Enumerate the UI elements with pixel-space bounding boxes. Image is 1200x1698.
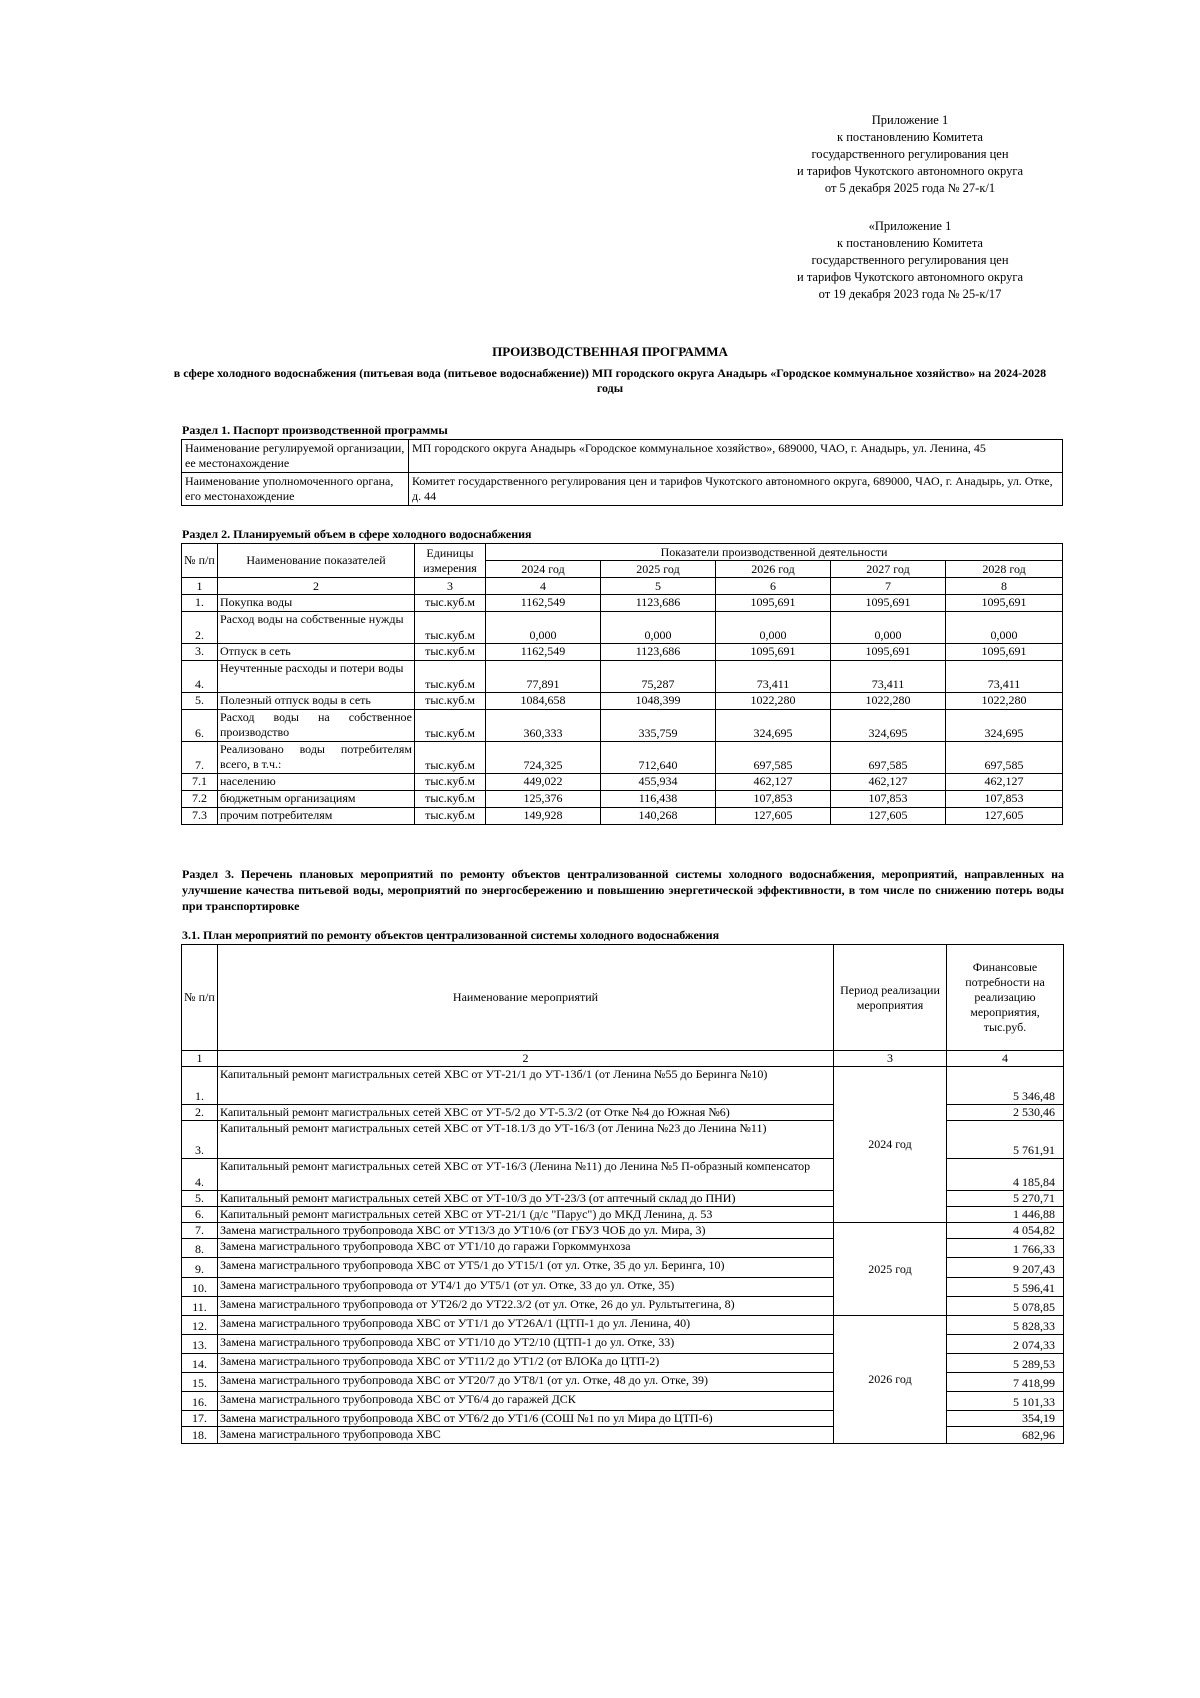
section3-heading: Раздел 3. Перечень плановых мероприятий по ремонту объектов централизованной системы холодного водоснабжения, мероприятий, направленных на улучшение качества питьевой воды, мероприятий по энергосбережению и повышению энергетической эффективности, в том числе по снижению потерь воды при транспортировке	[182, 867, 1064, 913]
row-cost: 354,19	[947, 1411, 1064, 1427]
table-row	[182, 1316, 1064, 1335]
column-number: 3	[834, 1051, 947, 1067]
row-value: 0,000	[601, 612, 716, 644]
table-row	[182, 440, 1063, 473]
row-value: 1048,399	[601, 693, 716, 710]
col-header-period: Период реализации мероприятия	[834, 945, 947, 1051]
col-header-finance: Финансовые потребности на реализацию мероприятия, тыс.руб.	[947, 945, 1064, 1051]
row-name: Замена магистрального трубопровода от УТ26/2 до УТ22.3/2 (от ул. Отке, 26 до ул. Рультытегина, 8)	[218, 1297, 834, 1316]
row-cost: 5 078,85	[947, 1297, 1064, 1316]
section2-heading: Раздел 2. Планируемый объем в сфере холодного водоснабжения	[182, 527, 532, 541]
row-value: 127,605	[716, 808, 831, 825]
row-value: 75,287	[601, 661, 716, 693]
row-cost: 7 418,99	[947, 1373, 1064, 1392]
row-value: 462,127	[716, 774, 831, 791]
row-value: 1095,691	[716, 595, 831, 612]
row-name: Капитальный ремонт магистральных сетей ХВС от УТ-10/3 до УТ-23/3 (от аптечный склад до ПНИ)	[218, 1191, 834, 1207]
row-name: Замена магистрального трубопровода ХВС от УТ11/2 до УТ1/2 (от ВЛОКа до ЦТП-2)	[218, 1354, 834, 1373]
row-number: 7.2	[182, 791, 218, 808]
col-header-year: 2026 год	[716, 561, 831, 578]
row-cost: 5 289,53	[947, 1354, 1064, 1373]
appendix-header-old	[740, 218, 1080, 303]
document-title: ПРОИЗВОДСТВЕННАЯ ПРОГРАММА	[492, 344, 728, 359]
row-cost: 5 761,91	[947, 1121, 1064, 1159]
row-number: 17.	[182, 1411, 218, 1427]
row-period: 2025 год	[834, 1223, 947, 1316]
row-number: 7.	[182, 742, 218, 774]
row-value: 335,759	[601, 710, 716, 742]
row-value: 324,695	[716, 710, 831, 742]
passport-label: Наименование регулируемой организации, ее местонахождение	[182, 440, 409, 473]
row-name: Капитальный ремонт магистральных сетей ХВС от УТ-5/2 до УТ-5.3/2 (от Отке №4 до Южная №6)	[218, 1105, 834, 1121]
column-number: 1	[182, 578, 218, 595]
row-cost: 682,96	[947, 1427, 1064, 1444]
document-subtitle: в сфере холодного водоснабжения (питьевая вода (питьевое водоснабжение)) МП городского округа Анадырь «Городское коммунальное хозяйство» на 2024-2028 годы	[173, 366, 1047, 395]
row-value: 455,934	[601, 774, 716, 791]
row-value: 73,411	[946, 661, 1063, 693]
appendix-line: и тарифов Чукотского автономного округа	[797, 270, 1023, 284]
table-row	[182, 473, 1063, 506]
row-value: 462,127	[831, 774, 946, 791]
row-name: Замена магистрального трубопровода ХВС от УТ1/1 до УТ26А/1 (ЦТП-1 до ул. Ленина, 40)	[218, 1316, 834, 1335]
passport-value: МП городского округа Анадырь «Городское коммунальное хозяйство», 689000, ЧАО, г. Анадырь, ул. Ленина, 45	[409, 440, 1063, 473]
row-name: Замена магистрального трубопровода ХВС от УТ5/1 до УТ15/1 (от ул. Отке, 35 до ул. Беринга, 10)	[218, 1258, 834, 1278]
row-value: 1123,686	[601, 644, 716, 661]
row-cost: 5 270,71	[947, 1191, 1064, 1207]
col-header-year: 2028 год	[946, 561, 1063, 578]
row-name: Отпуск в сеть	[218, 644, 415, 661]
row-number: 1.	[182, 595, 218, 612]
row-number: 10.	[182, 1278, 218, 1297]
col-header-unit: Единицы измерения	[415, 544, 486, 578]
column-number: 7	[831, 578, 946, 595]
row-number: 16.	[182, 1392, 218, 1411]
row-number: 3.	[182, 1121, 218, 1159]
row-unit: тыс.куб.м	[415, 742, 486, 774]
row-period: 2026 год	[834, 1316, 947, 1444]
column-number: 6	[716, 578, 831, 595]
row-value: 697,585	[831, 742, 946, 774]
row-name: Расход воды на собственное производство	[218, 710, 415, 742]
row-name: Капитальный ремонт магистральных сетей ХВС от УТ-21/1 до УТ-13б/1 (от Ленина №55 до Беринга №10)	[218, 1067, 834, 1105]
table-row	[182, 1067, 1064, 1105]
row-number: 1.	[182, 1067, 218, 1105]
row-unit: тыс.куб.м	[415, 661, 486, 693]
row-cost: 1 766,33	[947, 1239, 1064, 1258]
row-value: 324,695	[831, 710, 946, 742]
column-number: 4	[947, 1051, 1064, 1067]
row-number: 14.	[182, 1354, 218, 1373]
row-value: 116,438	[601, 791, 716, 808]
document-title-block	[170, 344, 1050, 396]
row-value: 0,000	[486, 612, 601, 644]
row-number: 2.	[182, 612, 218, 644]
row-value: 1022,280	[946, 693, 1063, 710]
row-name: Замена магистрального трубопровода ХВС от УТ1/10 до УТ2/10 (ЦТП-1 до ул. Отке, 33)	[218, 1335, 834, 1354]
row-name: Замена магистрального трубопровода ХВС от УТ20/7 до УТ8/1 (от ул. Отке, 48 до ул. Отке, 39)	[218, 1373, 834, 1392]
table-row	[182, 644, 1063, 661]
row-number: 13.	[182, 1335, 218, 1354]
section1-heading: Раздел 1. Паспорт производственной программы	[182, 423, 448, 437]
row-value: 73,411	[831, 661, 946, 693]
col-header-year: 2027 год	[831, 561, 946, 578]
row-unit: тыс.куб.м	[415, 693, 486, 710]
row-number: 4.	[182, 661, 218, 693]
row-cost: 2 074,33	[947, 1335, 1064, 1354]
appendix-line: государственного регулирования цен	[811, 147, 1009, 161]
row-name: Замена магистрального трубопровода ХВС	[218, 1427, 834, 1444]
row-name: Замена магистрального трубопровода ХВС от УТ13/3 до УТ10/6 (от ГБУЗ ЧОБ до ул. Мира, 3)	[218, 1223, 834, 1239]
row-number: 8.	[182, 1239, 218, 1258]
row-value: 0,000	[716, 612, 831, 644]
row-cost: 1 446,88	[947, 1207, 1064, 1223]
section3-1-heading: 3.1. План мероприятий по ремонту объектов централизованной системы холодного водоснабжения	[182, 928, 720, 942]
row-number: 11.	[182, 1297, 218, 1316]
column-number-row	[182, 1051, 1064, 1067]
row-period: 2024 год	[834, 1067, 947, 1223]
row-cost: 5 828,33	[947, 1316, 1064, 1335]
col-header-name: Наименование мероприятий	[218, 945, 834, 1051]
row-value: 1084,658	[486, 693, 601, 710]
row-name: прочим потребителям	[218, 808, 415, 825]
column-number: 1	[182, 1051, 218, 1067]
column-number-row	[182, 578, 1063, 595]
row-unit: тыс.куб.м	[415, 774, 486, 791]
appendix-line: к постановлению Комитета	[837, 236, 983, 250]
passport-table	[181, 439, 1063, 506]
row-name: Неучтенные расходы и потери воды	[218, 661, 415, 693]
column-number: 2	[218, 578, 415, 595]
table-row	[182, 595, 1063, 612]
volume-table	[181, 543, 1063, 825]
row-name: Замена магистрального трубопровода ХВС от УТ6/4 до гаражей ДСК	[218, 1392, 834, 1411]
row-value: 0,000	[946, 612, 1063, 644]
row-value: 1095,691	[831, 595, 946, 612]
col-header-name: Наименование показателей	[218, 544, 415, 578]
activities-table	[181, 944, 1064, 1444]
col-header-year: 2024 год	[486, 561, 601, 578]
appendix-line: от 19 декабря 2023 года № 25-к/17	[818, 287, 1002, 301]
appendix-line: «Приложение 1	[868, 219, 952, 233]
table-header-row	[182, 544, 1063, 561]
row-name: Полезный отпуск воды в сеть	[218, 693, 415, 710]
row-value: 73,411	[716, 661, 831, 693]
row-name: Замена магистрального трубопровода ХВС от УТ6/2 до УТ1/6 (СОШ №1 по ул Мира до ЦТП-6)	[218, 1411, 834, 1427]
row-number: 5.	[182, 1191, 218, 1207]
row-value: 107,853	[831, 791, 946, 808]
row-value: 712,640	[601, 742, 716, 774]
row-value: 127,605	[946, 808, 1063, 825]
row-value: 107,853	[716, 791, 831, 808]
column-number: 5	[601, 578, 716, 595]
row-number: 4.	[182, 1159, 218, 1191]
appendix-line: и тарифов Чукотского автономного округа	[797, 164, 1023, 178]
row-value: 360,333	[486, 710, 601, 742]
table-row	[182, 710, 1063, 742]
row-value: 125,376	[486, 791, 601, 808]
row-name: Реализовано воды потребителям всего, в т.ч.:	[218, 742, 415, 774]
table-row	[182, 808, 1063, 825]
row-cost: 9 207,43	[947, 1258, 1064, 1278]
row-value: 1022,280	[716, 693, 831, 710]
row-cost: 2 530,46	[947, 1105, 1064, 1121]
row-value: 1162,549	[486, 595, 601, 612]
row-value: 1162,549	[486, 644, 601, 661]
row-unit: тыс.куб.м	[415, 791, 486, 808]
table-row	[182, 612, 1063, 644]
row-value: 107,853	[946, 791, 1063, 808]
row-value: 0,000	[831, 612, 946, 644]
row-number: 9.	[182, 1258, 218, 1278]
table-row	[182, 774, 1063, 791]
column-number: 8	[946, 578, 1063, 595]
passport-label: Наименование уполномоченного органа, его местонахождение	[182, 473, 409, 506]
row-value: 697,585	[716, 742, 831, 774]
row-name: Расход воды на собственные нужды	[218, 612, 415, 644]
row-number: 15.	[182, 1373, 218, 1392]
column-number: 4	[486, 578, 601, 595]
row-number: 2.	[182, 1105, 218, 1121]
row-value: 462,127	[946, 774, 1063, 791]
row-value: 127,605	[831, 808, 946, 825]
volume-table-body	[182, 595, 1063, 825]
row-cost: 5 596,41	[947, 1278, 1064, 1297]
row-value: 724,325	[486, 742, 601, 774]
appendix-line: Приложение 1	[871, 113, 949, 127]
row-unit: тыс.куб.м	[415, 612, 486, 644]
row-cost: 5 101,33	[947, 1392, 1064, 1411]
row-number: 7.1	[182, 774, 218, 791]
row-value: 1095,691	[946, 644, 1063, 661]
row-name: бюджетным организациям	[218, 791, 415, 808]
row-unit: тыс.куб.м	[415, 644, 486, 661]
row-number: 5.	[182, 693, 218, 710]
row-value: 1095,691	[831, 644, 946, 661]
table-header-row	[182, 945, 1064, 1051]
col-header-group: Показатели производственной деятельности	[486, 544, 1063, 561]
row-number: 12.	[182, 1316, 218, 1335]
column-number: 2	[218, 1051, 834, 1067]
row-number: 18.	[182, 1427, 218, 1444]
row-value: 324,695	[946, 710, 1063, 742]
row-name: Замена магистрального трубопровода ХВС от УТ1/10 до гаражи Горкоммунхоза	[218, 1239, 834, 1258]
row-number: 7.	[182, 1223, 218, 1239]
table-row	[182, 791, 1063, 808]
col-header-num: № п/п	[182, 945, 218, 1051]
row-unit: тыс.куб.м	[415, 710, 486, 742]
row-number: 6.	[182, 710, 218, 742]
row-cost: 4 054,82	[947, 1223, 1064, 1239]
row-number: 7.3	[182, 808, 218, 825]
row-value: 1022,280	[831, 693, 946, 710]
appendix-line: к постановлению Комитета	[837, 130, 983, 144]
appendix-line: от 5 декабря 2025 года № 27-к/1	[824, 181, 996, 195]
row-unit: тыс.куб.м	[415, 595, 486, 612]
table-row	[182, 742, 1063, 774]
row-name: Покупка воды	[218, 595, 415, 612]
appendix-line: государственного регулирования цен	[811, 253, 1009, 267]
row-value: 1123,686	[601, 595, 716, 612]
column-number: 3	[415, 578, 486, 595]
col-header-year: 2025 год	[601, 561, 716, 578]
row-cost: 5 346,48	[947, 1067, 1064, 1105]
row-number: 3.	[182, 644, 218, 661]
row-number: 6.	[182, 1207, 218, 1223]
row-value: 140,268	[601, 808, 716, 825]
row-name: Капитальный ремонт магистральных сетей ХВС от УТ-18.1/3 до УТ-16/3 (от Ленина №23 до Ленина №11)	[218, 1121, 834, 1159]
row-value: 449,022	[486, 774, 601, 791]
activities-table-body	[182, 1067, 1064, 1444]
row-value: 1095,691	[716, 644, 831, 661]
row-value: 149,928	[486, 808, 601, 825]
col-header-num: № п/п	[182, 544, 218, 578]
row-value: 697,585	[946, 742, 1063, 774]
table-row	[182, 661, 1063, 693]
row-name: Капитальный ремонт магистральных сетей ХВС от УТ-16/3 (Ленина №11) до Ленина №5 П-образный компенсатор	[218, 1159, 834, 1191]
row-unit: тыс.куб.м	[415, 808, 486, 825]
row-name: населению	[218, 774, 415, 791]
row-cost: 4 185,84	[947, 1159, 1064, 1191]
row-value: 77,891	[486, 661, 601, 693]
table-row	[182, 693, 1063, 710]
passport-value: Комитет государственного регулирования цен и тарифов Чукотского автономного округа, 689000, ЧАО, г. Анадырь, ул. Отке, д. 44	[409, 473, 1063, 506]
row-name: Капитальный ремонт магистральных сетей ХВС от УТ-21/1 (д/с "Парус") до МКД Ленина, д. 53	[218, 1207, 834, 1223]
row-name: Замена магистрального трубопровода от УТ4/1 до УТ5/1 (от ул. Отке, 33 до ул. Отке, 35)	[218, 1278, 834, 1297]
appendix-header-new	[740, 112, 1080, 197]
row-value: 1095,691	[946, 595, 1063, 612]
table-row	[182, 1223, 1064, 1239]
